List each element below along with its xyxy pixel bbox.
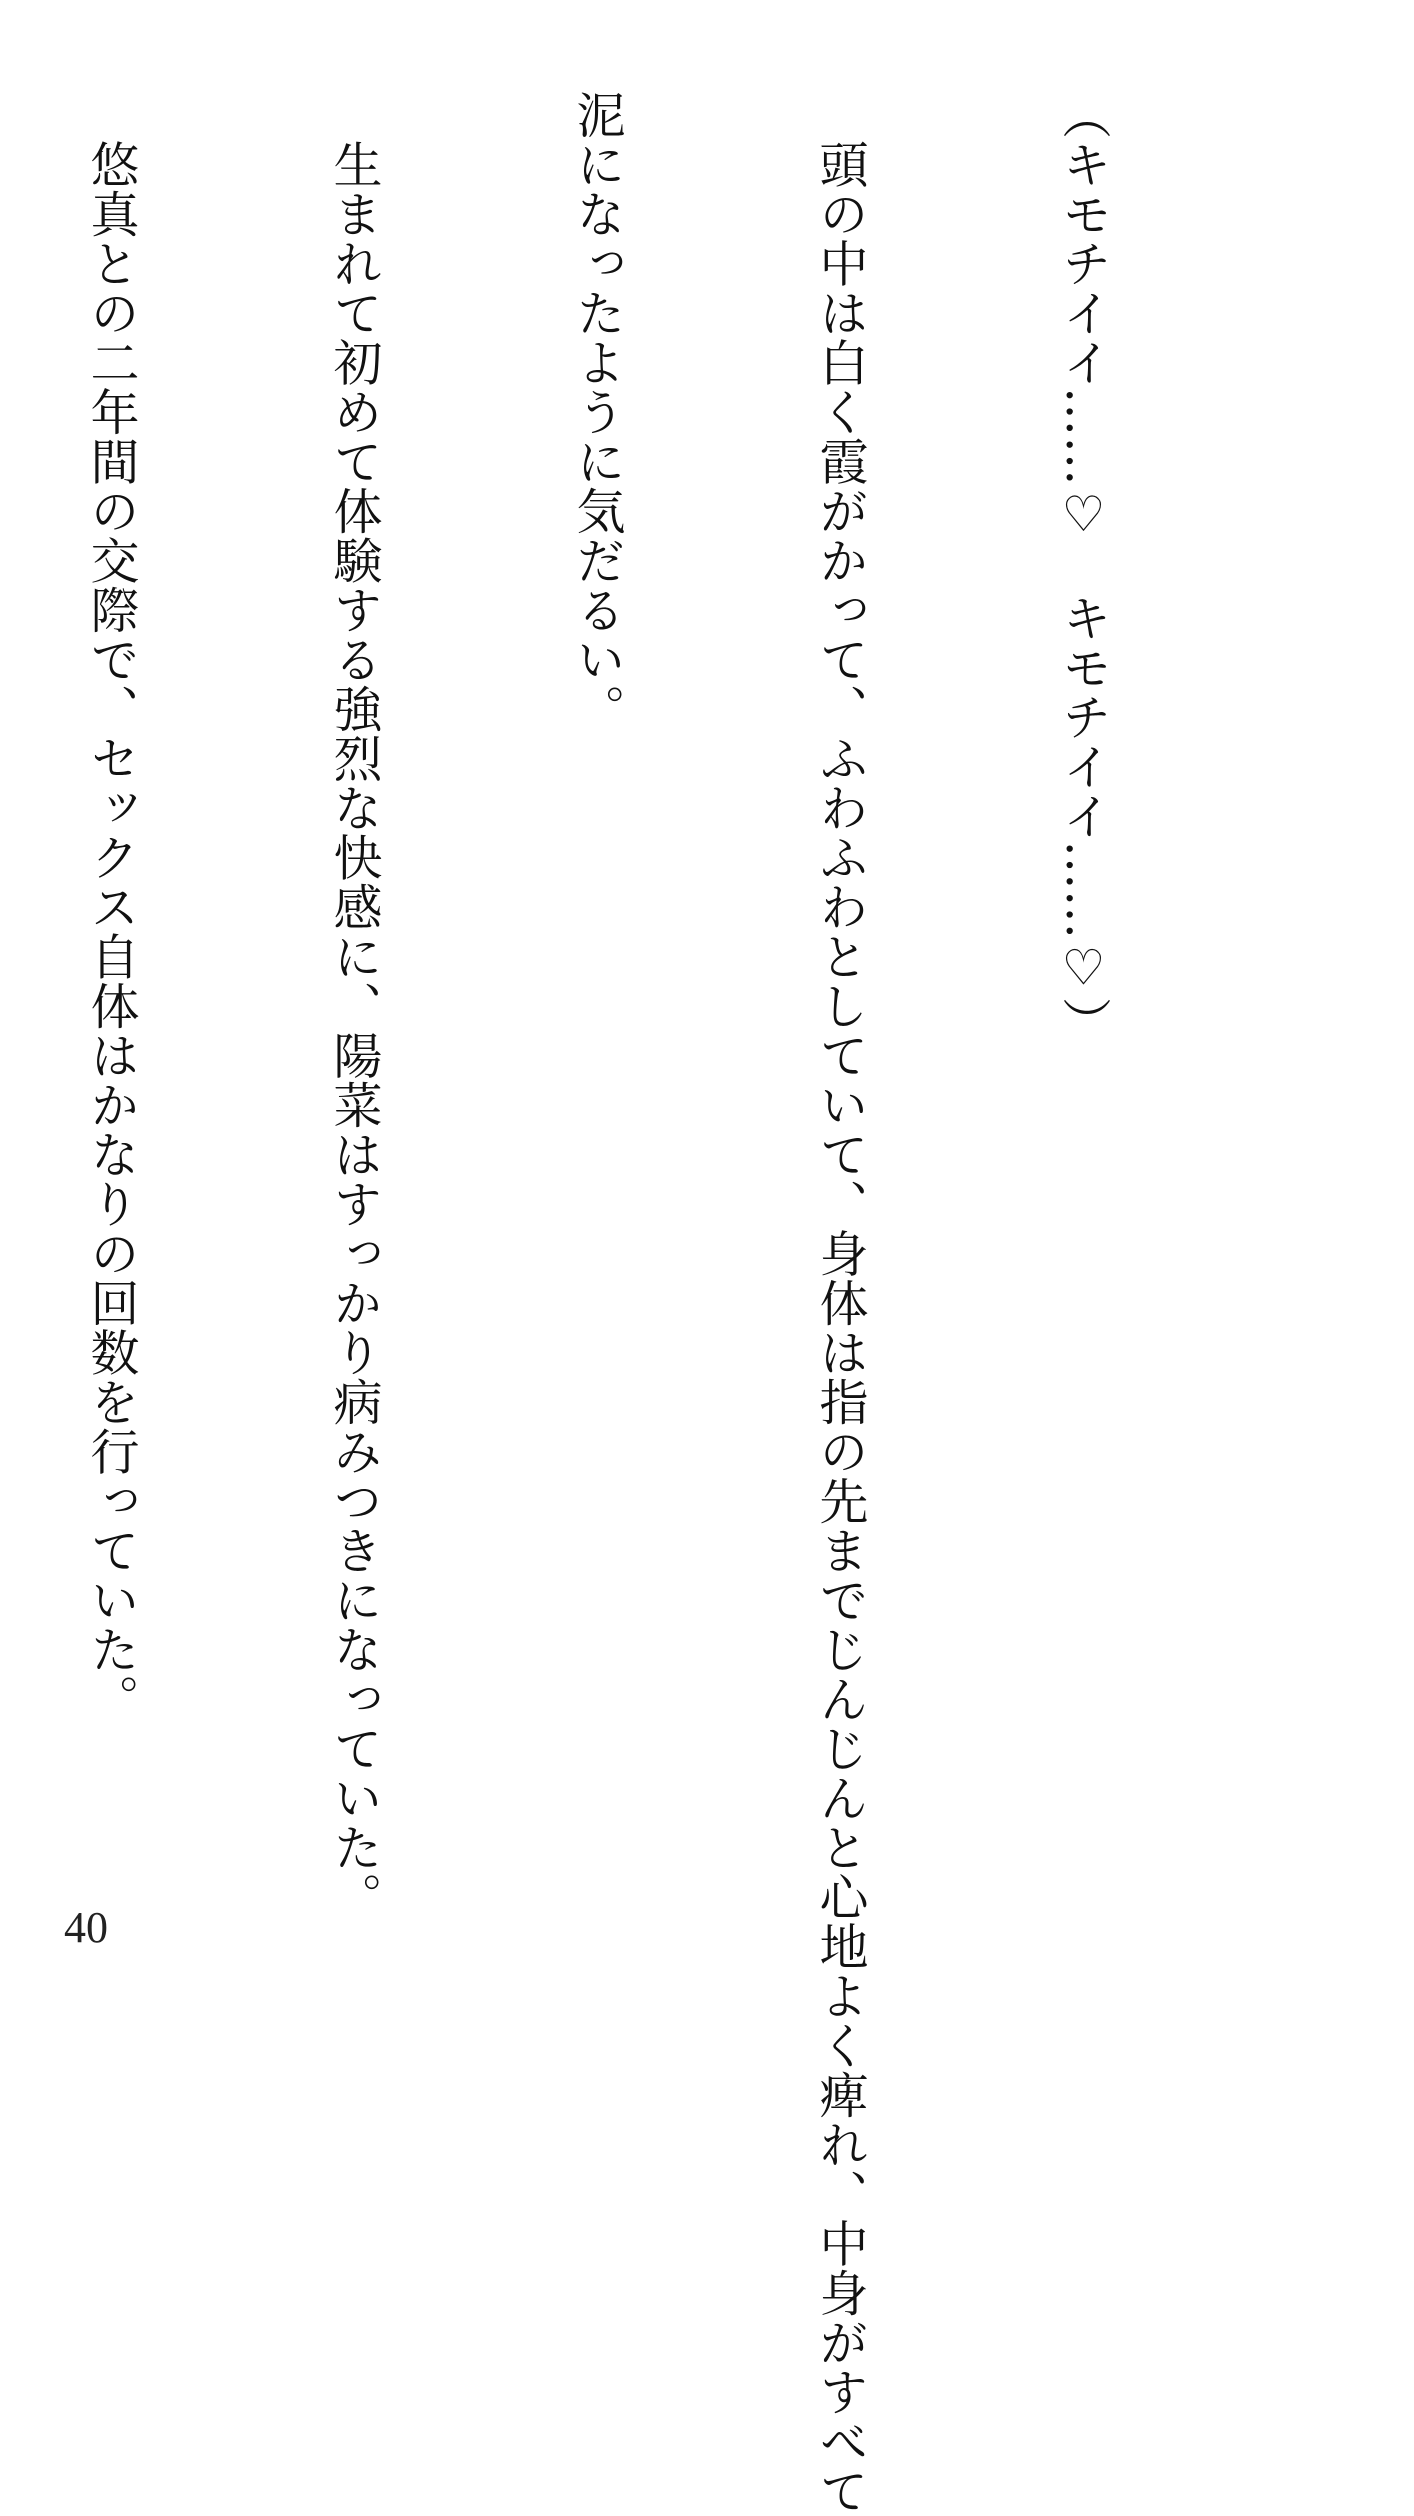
text-line: 生まれて初めて体験する強烈な快感に、陽菜はすっかり病みつきになっていた。 [326, 90, 383, 1922]
text-line: 悠真との二年間の交際で、セックス自体はかなりの回数を行っていた。 [83, 90, 140, 1724]
text-line: 泥になったように気だるい。 [569, 90, 626, 734]
text-line: （キモチイイ……♡ キモチイイ……♡） [1055, 90, 1112, 1047]
text-line: 頭の中は白く霞がかって、ふわふわとしていて、身体は指の先までじんじんと心地よく痺れ、中身がすべて [812, 90, 869, 2516]
page-number: 40 [64, 1903, 108, 1952]
